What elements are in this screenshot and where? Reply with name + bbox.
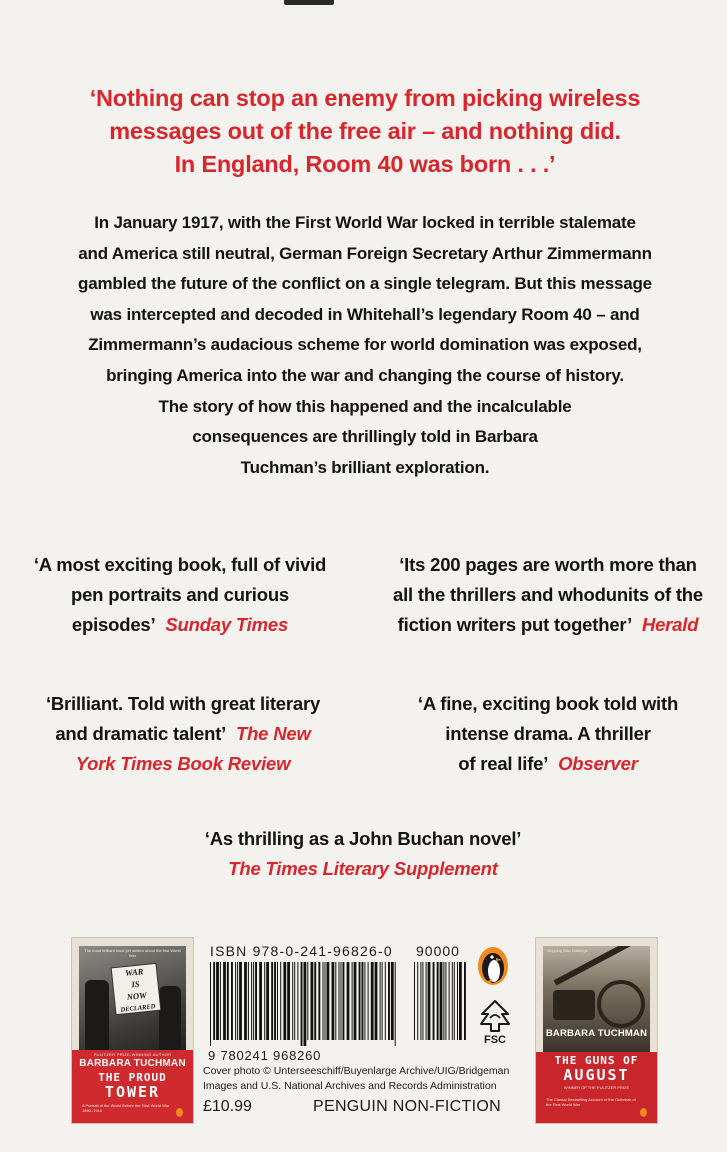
- review-line: [378, 610, 718, 640]
- description-line: bringing America into the war and changing the course of history.: [106, 365, 624, 385]
- review-sunday-times: [20, 550, 340, 640]
- barcode-bar: [314, 962, 316, 1040]
- top-edge-mark: [284, 0, 334, 5]
- barcode-bar: [327, 962, 330, 1040]
- cover-title: THE PROUD: [98, 1071, 167, 1084]
- barcode-bar: [307, 962, 308, 1040]
- cover-blurb: The most brilliant book yet written about the first World War: [84, 948, 181, 958]
- description-line: Tuchman’s brilliant exploration.: [240, 457, 490, 477]
- description-line: The story of how this happened and the incalculable: [158, 396, 572, 416]
- price-barcode: [412, 962, 470, 1046]
- barcode-bar: [235, 962, 236, 1040]
- review-tls: [130, 824, 596, 884]
- penguin-logo-icon: [476, 946, 510, 986]
- description-line: consequences are thrillingly told in Barbara: [192, 427, 538, 447]
- isbn-barcode: [208, 962, 398, 1046]
- fsc-logo-icon: [478, 998, 512, 1046]
- fsc-label: FSC: [484, 1034, 506, 1046]
- cover-author: BARBARA TUCHMAN: [545, 1028, 648, 1039]
- cover-subtitle: A Portrait of the World Before the First World War 1890–1914: [82, 1103, 170, 1113]
- description-line: Zimmermann’s audacious scheme for world domination was exposed,: [88, 335, 642, 355]
- barcode-bar: [287, 962, 290, 1040]
- barcode-bar: [422, 962, 423, 1040]
- review-line: pen portraits and curious: [70, 584, 290, 605]
- review-line: ‘A most exciting book, full of vivid: [33, 554, 327, 575]
- review-line: ‘A fine, exciting book told with: [417, 693, 679, 714]
- figure-silhouette: [85, 980, 109, 1050]
- barcode-bar: [274, 962, 276, 1040]
- review-text: fiction writers put together’: [397, 614, 633, 635]
- barcode-bar: [311, 962, 314, 1040]
- barcode-bar: [464, 962, 466, 1040]
- headline-line: ‘Nothing can stop an enemy from picking wireless: [89, 85, 641, 111]
- barcode-bar: [227, 962, 229, 1040]
- review-observer: [378, 689, 718, 779]
- review-source: Herald: [641, 614, 699, 635]
- barcode-bar: [339, 962, 340, 1040]
- cover-author: BARBARA TUCHMAN: [79, 1058, 186, 1069]
- review-source: The New: [235, 723, 311, 744]
- imprint: PENGUIN NON-FICTION: [313, 1098, 501, 1115]
- barcode-bar: [414, 962, 415, 1040]
- sign-text: WAR: [124, 966, 144, 979]
- review-line: intense drama. A thriller: [445, 723, 651, 744]
- description: [72, 208, 658, 483]
- review-text: and dramatic talent’: [55, 723, 227, 744]
- cover-title: TOWER: [104, 1083, 161, 1101]
- penguin-logo-icon: [640, 1108, 647, 1117]
- figure-silhouette: [159, 986, 181, 1050]
- review-line: ‘As thrilling as a John Buchan novel’: [204, 828, 522, 849]
- description-line: In January 1917, with the First World War locked in terrible stalemate: [94, 213, 636, 232]
- barcode-bar: [266, 962, 269, 1040]
- barcode-bar: [259, 962, 262, 1040]
- cover-prize: PULITZER PRIZE-WINNING AUTHOR: [93, 1052, 172, 1057]
- description-line: and America still neutral, German Foreign Secretary Arthur Zimmermann: [78, 243, 652, 263]
- barcode-bar: [440, 962, 443, 1040]
- barcode-bar: [359, 962, 361, 1040]
- barcode-bar: [417, 962, 418, 1040]
- barcode-bar: [382, 962, 383, 1040]
- cover-blurb: Gripping Max Hastings: [547, 948, 588, 953]
- barcode-bar: [277, 962, 278, 1040]
- barcode-bar: [248, 962, 249, 1040]
- barcode-bar: [371, 962, 374, 1040]
- isbn-digits: 9 780241 968260: [208, 1048, 322, 1063]
- review-line: ‘Brilliant. Told with great literary: [45, 693, 321, 714]
- barcode-bar: [388, 962, 390, 1040]
- barcode-bar: [216, 962, 219, 1040]
- barcode-bar: [220, 962, 221, 1040]
- barcode-bar: [449, 962, 450, 1040]
- headline-line: In England, Room 40 was born . . .’: [174, 151, 556, 177]
- book-thumbnail-proud-tower: [72, 938, 193, 1123]
- cover-photo: [543, 946, 650, 1052]
- barcode-bar: [428, 962, 431, 1040]
- barcode-bar: [294, 962, 295, 1040]
- cover-title-band: [536, 1052, 657, 1123]
- barcode-bar: [297, 962, 298, 1040]
- sign-text: IS: [130, 978, 140, 990]
- barcode-bar: [395, 962, 396, 1046]
- barcode-bar: [332, 962, 335, 1040]
- review-nyt: [18, 689, 348, 779]
- barcode-bar: [213, 962, 215, 1040]
- sign-text: DECLARED: [120, 1003, 156, 1014]
- barcode-bar: [452, 962, 453, 1040]
- description-line: was intercepted and decoded in Whitehall’s legendary Room 40 – and: [90, 304, 640, 324]
- review-line: [20, 610, 340, 640]
- barcode-bar: [264, 962, 265, 1040]
- barcode-bar: [375, 962, 378, 1040]
- cover-photo: [79, 946, 186, 1050]
- review-line: [378, 749, 718, 779]
- barcode-bar: [210, 962, 211, 1046]
- barcode-bar: [271, 962, 273, 1040]
- barcode-bar: [391, 962, 394, 1040]
- barcode-bar: [364, 962, 365, 1040]
- cover-title: THE GUNS OF: [554, 1054, 639, 1067]
- cover-title-band: [72, 1050, 193, 1123]
- barcode-bar: [354, 962, 357, 1040]
- barcode-bar: [223, 962, 226, 1040]
- price-code: 90000: [416, 943, 460, 959]
- barcode-bar: [457, 962, 458, 1040]
- penguin-logo-icon: [176, 1108, 183, 1117]
- sign-text: NOW: [126, 989, 148, 1002]
- barcode-bar: [362, 962, 364, 1040]
- barcode-bar: [253, 962, 254, 1040]
- book-thumbnail-guns-of-august: [536, 938, 657, 1123]
- barcode-bar: [385, 962, 386, 1040]
- barcode-bar: [380, 962, 381, 1040]
- barcode-bar: [341, 962, 342, 1040]
- review-line: [18, 719, 348, 749]
- barcode-bar: [255, 962, 257, 1040]
- barcode-bar: [443, 962, 444, 1040]
- review-herald: [378, 550, 718, 640]
- isbn-label: ISBN 978-0-241-96826-0: [210, 943, 393, 959]
- review-source: The Times Literary Supplement: [228, 858, 498, 879]
- barcode-bar: [301, 962, 303, 1046]
- review-line: ‘Its 200 pages are worth more than: [399, 554, 697, 575]
- barcode-bar: [368, 962, 369, 1040]
- barcode-bar: [304, 962, 307, 1046]
- price: £10.99: [203, 1098, 252, 1115]
- barcode-bar: [433, 962, 435, 1040]
- barcode-bar: [335, 962, 336, 1040]
- barcode-bar: [459, 962, 462, 1040]
- barcode-bar: [325, 962, 326, 1040]
- review-text: episodes’: [71, 614, 156, 635]
- cannon-body: [553, 990, 595, 1020]
- cover-photo-credit: Cover photo © Unterseeschiff/Buyenlarge Archive/UIG/Bridgeman Images and U.S. National Archives and Records Administration: [203, 1065, 510, 1092]
- cover-title: AUGUST: [563, 1066, 630, 1084]
- barcode-bar: [237, 962, 238, 1040]
- barcode-bar: [347, 962, 350, 1040]
- barcode-bar: [244, 962, 247, 1040]
- barcode-bar: [239, 962, 242, 1040]
- headline-quote: [60, 82, 670, 181]
- barcode-bar: [420, 962, 421, 1040]
- barcode-bar: [318, 962, 320, 1040]
- barcode-bar: [352, 962, 353, 1040]
- barcode-bar: [426, 962, 427, 1040]
- barcode-bar: [231, 962, 233, 1040]
- barcode-bar: [280, 962, 281, 1040]
- review-source: Sunday Times: [165, 614, 289, 635]
- barcode-bar: [292, 962, 293, 1040]
- headline-line: messages out of the free air – and nothing did.: [109, 118, 621, 144]
- cover-subtitle: The Classic Bestselling Account of the Outbreak of the First World War: [546, 1097, 636, 1107]
- description-line: gambled the future of the conflict on a single telegram. But this message: [78, 274, 652, 294]
- review-text: of real life’: [458, 753, 549, 774]
- war-sign: [112, 964, 161, 1014]
- cover-prize: WINNER OF THE PULITZER PRIZE: [563, 1085, 630, 1090]
- barcode-bar: [454, 962, 455, 1040]
- review-source: Observer: [558, 753, 638, 774]
- barcode-bar: [323, 962, 324, 1040]
- review-source: York Times Book Review: [75, 753, 291, 774]
- barcode-bar: [445, 962, 446, 1040]
- barcode-bar: [343, 962, 345, 1040]
- review-line: all the thrillers and whodunits of the: [393, 584, 703, 605]
- barcode-bar: [437, 962, 439, 1040]
- barcode-bar: [283, 962, 286, 1040]
- barcode-bar: [251, 962, 252, 1040]
- cannon-wheel: [597, 980, 645, 1028]
